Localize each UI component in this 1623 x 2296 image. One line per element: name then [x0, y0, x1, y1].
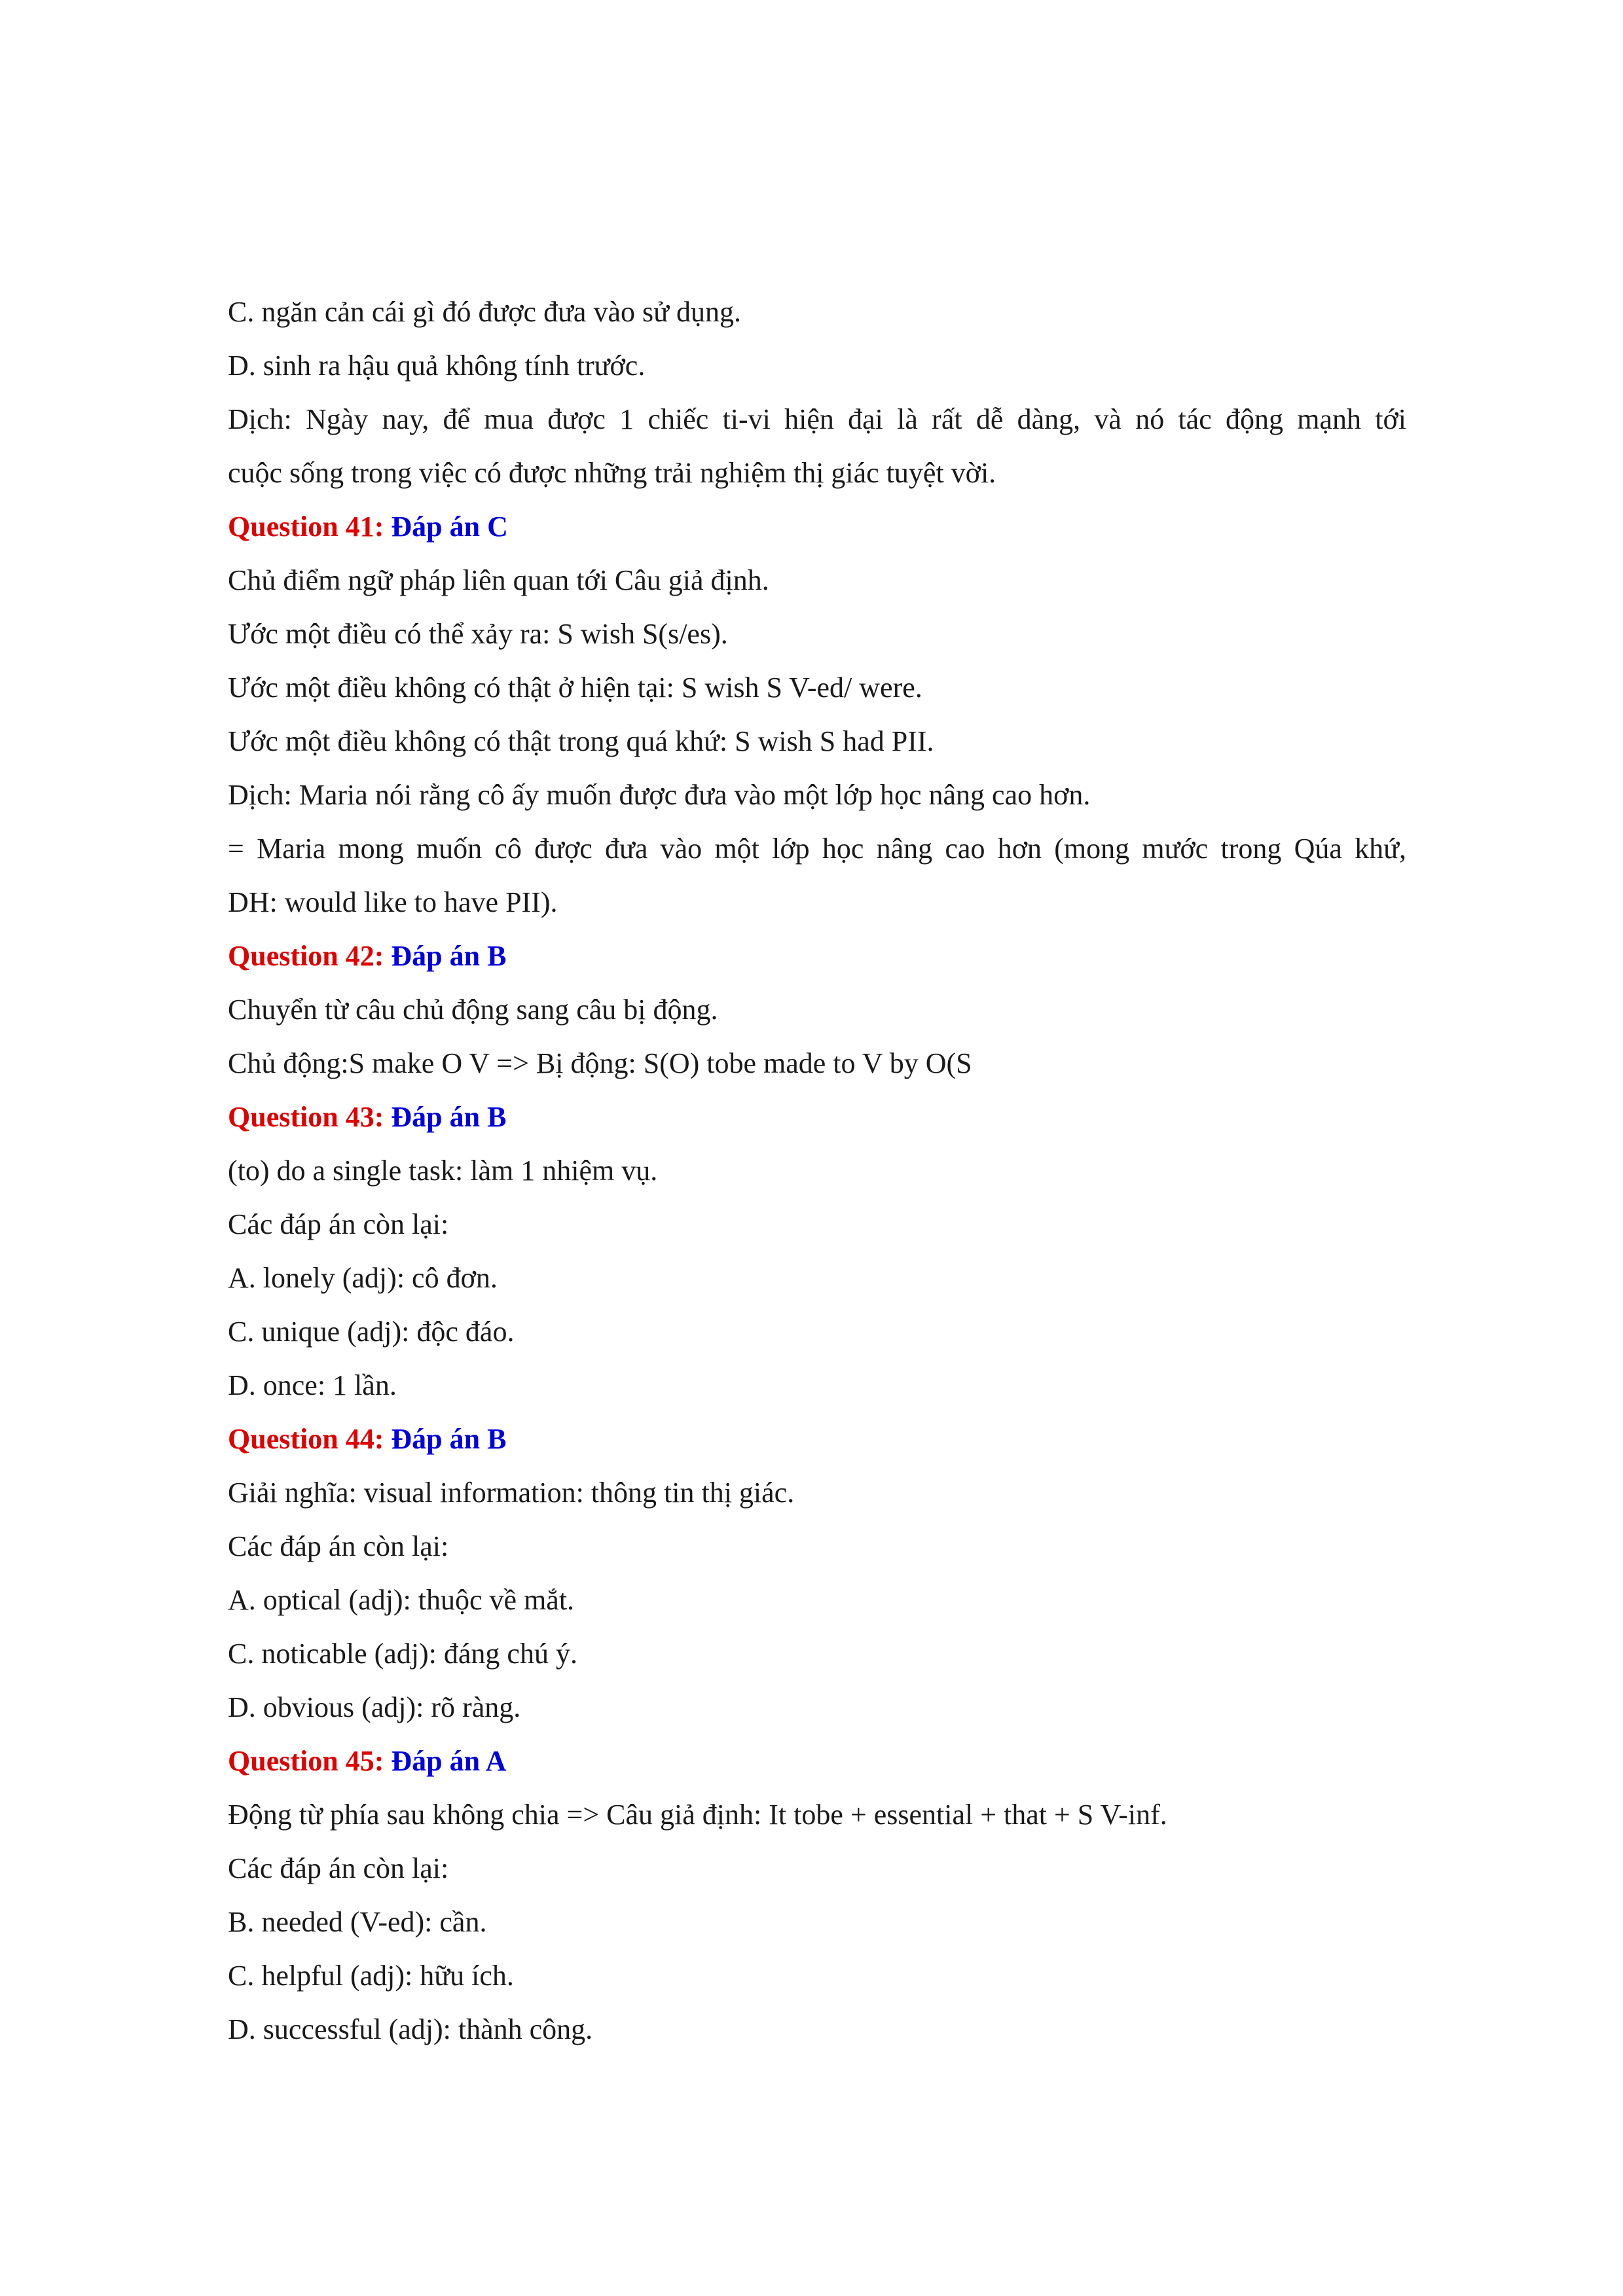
explanation-line: Chuyển từ câu chủ động sang câu bị động.: [228, 994, 718, 1026]
explanation-line: DH: would like to have PII).: [228, 886, 558, 918]
explanation-line: Các đáp án còn lại:: [228, 1208, 449, 1240]
explanation-line: (to) do a single task: làm 1 nhiệm vụ.: [228, 1155, 658, 1187]
explanation-line: Ước một điều không có thật ở hiện tại: S wish S V-ed/ were.: [228, 672, 922, 704]
explanation-line: A. lonely (adj): cô đơn.: [228, 1262, 498, 1294]
explanation-line: D. successful (adj): thành công.: [228, 2013, 593, 2045]
question-label: Question 43:: [228, 1101, 384, 1133]
question-44-heading: [228, 1412, 1406, 1466]
answer-label: Đáp án B: [391, 1101, 507, 1133]
intro-line: C. ngăn cản cái gì đó được đưa vào sử dụng.: [228, 296, 741, 328]
explanation-line: Chủ điểm ngữ pháp liên quan tới Câu giả định.: [228, 564, 769, 596]
explanation-line: C. unique (adj): độc đáo.: [228, 1316, 515, 1348]
answer-label: Đáp án A: [391, 1745, 507, 1777]
explanation-line: Dịch: Maria nói rằng cô ấy muốn được đưa vào một lớp học nâng cao hơn.: [228, 779, 1091, 811]
explanation-line: Các đáp án còn lại:: [228, 1530, 449, 1562]
explanation-line: B. needed (V-ed): cần.: [228, 1906, 487, 1938]
explanation-line: D. obvious (adj): rõ ràng.: [228, 1691, 521, 1723]
question-label: Question 41:: [228, 511, 384, 543]
explanation-line: Các đáp án còn lại:: [228, 1852, 449, 1884]
answer-label: Đáp án C: [391, 511, 508, 543]
answer-explanations-page: [228, 285, 1406, 2056]
question-label: Question 42:: [228, 940, 384, 972]
explanation-line: Động từ phía sau không chia => Câu giả định: It tobe + essential + that + S V-inf.: [228, 1799, 1167, 1831]
question-label: Question 45:: [228, 1745, 384, 1777]
question-label: Question 44:: [228, 1423, 384, 1455]
explanation-line: A. optical (adj): thuộc về mắt.: [228, 1584, 575, 1616]
question-45-heading: [228, 1734, 1406, 1788]
explanation-line: Ước một điều không có thật trong quá khứ: S wish S had PII.: [228, 725, 934, 757]
explanation-line: Ước một điều có thể xảy ra: S wish S(s/es).: [228, 618, 728, 650]
question-43-heading: [228, 1090, 1406, 1144]
explanation-line: Chủ động:S make O V => Bị động: S(O) tobe made to V by O(S: [228, 1047, 972, 1079]
answer-label: Đáp án B: [391, 940, 507, 972]
intro-line: D. sinh ra hậu quả không tính trước.: [228, 350, 646, 382]
explanation-line: C. helpful (adj): hữu ích.: [228, 1960, 514, 1992]
explanation-line: = Maria mong muốn cô được đưa vào một lớp học nâng cao hơn (mong mước trong Qúa khứ,: [228, 833, 1406, 865]
explanation-line: C. noticable (adj): đáng chú ý.: [228, 1638, 577, 1670]
explanation-line: Giải nghĩa: visual information: thông tin thị giác.: [228, 1477, 795, 1509]
intro-line: cuộc sống trong việc có được những trải nghiệm thị giác tuyệt vời.: [228, 457, 996, 489]
answer-label: Đáp án B: [391, 1423, 507, 1455]
question-41-heading: [228, 500, 1406, 554]
intro-line: Dịch: Ngày nay, để mua được 1 chiếc ti-vi hiện đại là rất dễ dàng, và nó tác động mạnh tới: [228, 403, 1406, 435]
question-42-heading: [228, 929, 1406, 983]
explanation-line: D. once: 1 lần.: [228, 1369, 397, 1401]
